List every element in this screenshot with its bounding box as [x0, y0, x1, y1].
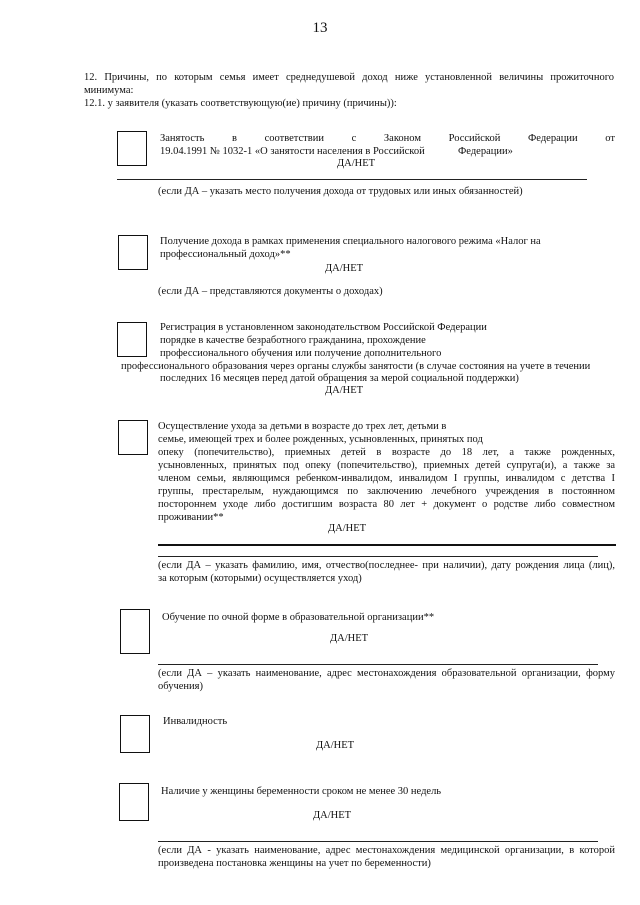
word: Занятость: [160, 133, 205, 144]
employment-text-line1: [160, 133, 615, 146]
employment-answer-line[interactable]: [117, 179, 587, 180]
word: Законом: [383, 133, 421, 144]
pregnancy-note1: (если ДА - указать наименование, адрес местонахождения медицинской организации, в которой: [158, 845, 615, 856]
self-employed-note: (если ДА – представляются документы о доходах): [158, 286, 383, 297]
childcare-answer-line-2[interactable]: [158, 556, 598, 557]
childcare-text-line3: опеку (попечительство), приемных детей в возрасте до 18 лет, а также рожденных,: [158, 447, 615, 458]
unemployed-checkbox[interactable]: [117, 322, 147, 357]
word: Российской: [448, 133, 501, 144]
employment-yes-no[interactable]: ДА/НЕТ: [337, 158, 376, 169]
childcare-text-line7: постороннем уходе либо достигшим возраста 80 лет + документ о родстве либо совместном: [158, 499, 615, 510]
pregnancy-checkbox[interactable]: [119, 783, 149, 821]
pregnancy-note2: произведена постановка женщины на учет по беременности): [158, 858, 431, 869]
employment-text-line2: 19.04.1991 № 1032-1 «О занятости населения в Российской: [160, 146, 425, 157]
self-employed-yes-no[interactable]: ДА/НЕТ: [325, 263, 364, 274]
education-checkbox[interactable]: [120, 609, 150, 654]
word: с: [351, 133, 357, 144]
self-employed-checkbox[interactable]: [118, 235, 148, 270]
education-answer-line[interactable]: [158, 664, 598, 665]
word: Федерации: [528, 133, 578, 144]
pregnancy-text-line1: Наличие у женщины беременности сроком не менее 30 недель: [161, 786, 442, 797]
childcare-text-line4: усыновленных, принятых под опеку (попечительство), приемных детей супруга(и), а также за: [158, 460, 615, 471]
disability-text-line1: Инвалидность: [163, 716, 228, 727]
unemployed-yes-no[interactable]: ДА/НЕТ: [325, 385, 364, 396]
disability-checkbox[interactable]: [120, 715, 150, 753]
childcare-text-line8: проживании**: [158, 512, 224, 523]
self-employed-text-line1: Получение дохода в рамках применения специального налогового режима «Налог на: [160, 236, 541, 247]
employment-note: (если ДА – указать место получения дохода от трудовых или иных обязанностей): [158, 186, 523, 197]
education-text-line1: Обучение по очной форме в образовательной организации**: [162, 612, 435, 623]
disability-yes-no[interactable]: ДА/НЕТ: [316, 740, 355, 751]
unemployed-text-line2: порядке в качестве безработного гражданина, прохождение: [160, 335, 426, 346]
page-number: 13: [312, 20, 328, 36]
childcare-text-line5: членом семьи, являющимся ребенком-инвалидом, инвалидом I группы, инвалидом с детства I: [158, 473, 615, 484]
childcare-yes-no[interactable]: ДА/НЕТ: [328, 523, 367, 534]
unemployed-text-line1: Регистрация в установленном законодательством Российской Федерации: [160, 322, 487, 333]
section-12-heading-cont: минимума:: [84, 85, 134, 96]
unemployed-text-line3: профессионального обучения или получение дополнительного: [160, 348, 442, 359]
childcare-text-line6: группы, престарелым, нуждающимся по заключению лечебного учреждения в постоянном: [158, 486, 615, 497]
employment-checkbox[interactable]: [117, 131, 147, 166]
word: соответствии: [264, 133, 324, 144]
section-12-1-heading: 12.1. у заявителя (указать соответствующую(ие) причину (причины)):: [84, 98, 397, 109]
education-note1: (если ДА – указать наименование, адрес местонахождения образовательной организации, форму: [158, 668, 615, 679]
employment-text-line2b: Федерации»: [458, 146, 513, 157]
self-employed-text-line2: профессиональный доход»**: [160, 249, 291, 260]
childcare-text-line2: семье, имеющей трех и более рожденных, усыновленных, принятых под: [158, 434, 483, 445]
childcare-answer-line[interactable]: [158, 544, 616, 546]
section-12-heading: 12. Причины, по которым семья имеет среднедушевой доход ниже установленной величины прожиточного: [84, 72, 614, 83]
unemployed-text-line5: последних 16 месяцев перед датой обращения за мерой социальной поддержки): [160, 373, 519, 384]
childcare-note2: за которым (которыми) осуществляется уход): [158, 573, 362, 584]
word: в: [232, 133, 237, 144]
pregnancy-yes-no[interactable]: ДА/НЕТ: [313, 810, 352, 821]
childcare-checkbox[interactable]: [118, 420, 148, 455]
education-note2: обучения): [158, 681, 203, 692]
childcare-note1: (если ДА – указать фамилию, имя, отчество(последнее- при наличии), дату рождения лица (лиц),: [158, 560, 615, 571]
education-yes-no[interactable]: ДА/НЕТ: [330, 633, 369, 644]
word: от: [605, 133, 615, 144]
pregnancy-answer-line[interactable]: [158, 841, 598, 842]
unemployed-text-line4: профессионального образования через органы службы занятости (в случае состояния на учете в течении: [121, 361, 591, 372]
childcare-text-line1: Осуществление ухода за детьми в возрасте до трех лет, детьми в: [158, 421, 447, 432]
